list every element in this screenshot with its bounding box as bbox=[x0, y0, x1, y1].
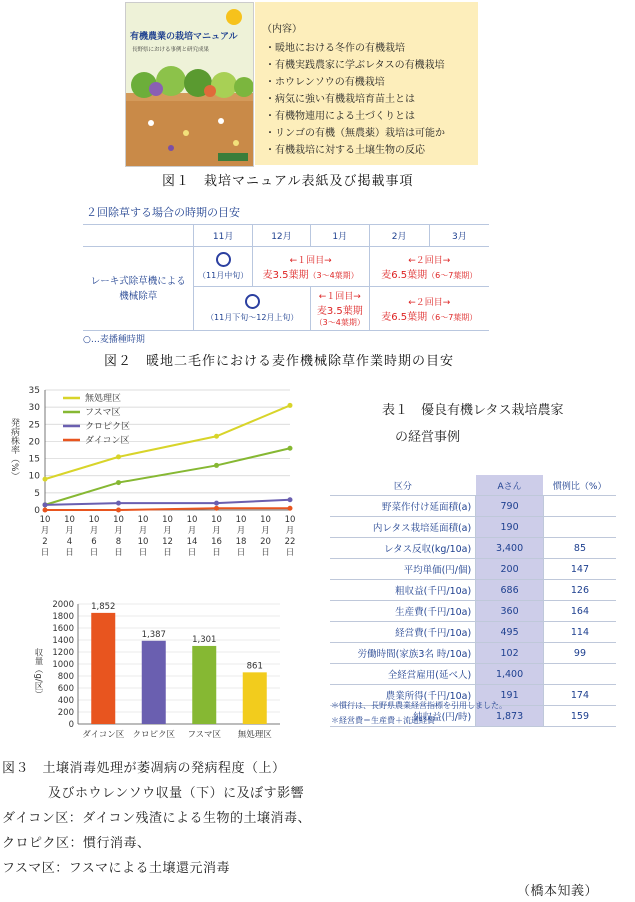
author: （橋本知義） bbox=[517, 884, 599, 899]
yield-bar-chart bbox=[0, 594, 300, 744]
sowing-legend: ○…麦播種時期 bbox=[83, 335, 145, 345]
x-tick-label: 10 月 20 日 bbox=[260, 515, 271, 558]
data-point bbox=[116, 454, 121, 459]
schedule-title: ２回除草する場合の時期の目安 bbox=[86, 206, 240, 219]
table-row bbox=[330, 622, 616, 643]
ratio-value: 147 bbox=[543, 559, 616, 580]
disease-rate-line-chart bbox=[0, 378, 330, 573]
contents-item: ・ホウレンソウの有機栽培 bbox=[265, 77, 385, 88]
data-point bbox=[214, 501, 219, 506]
table-row bbox=[330, 664, 616, 685]
x-tick-label: 10 月 12 日 bbox=[162, 515, 173, 558]
series-line bbox=[45, 448, 290, 505]
table-1-title-2: の経営事例 bbox=[395, 430, 461, 445]
x-tick-label: 10 月 18 日 bbox=[235, 515, 247, 558]
table-row bbox=[330, 580, 616, 601]
row-label: 生産費(千円/10a) bbox=[330, 601, 476, 622]
cover-subtitle: 長野県における事例と研究成果 bbox=[132, 47, 210, 53]
data-point bbox=[43, 502, 48, 507]
x-tick-label: 10 月 16 日 bbox=[211, 515, 222, 558]
data-point bbox=[116, 480, 121, 485]
x-tick-label: 10 月 2 日 bbox=[39, 515, 51, 558]
y-tick-label: 0 bbox=[68, 720, 74, 730]
bar-value-label: 1,301 bbox=[192, 634, 217, 645]
weeding-schedule-figure bbox=[83, 204, 489, 354]
legend-label: ダイコン区 bbox=[85, 436, 130, 446]
y-tick-label: 1800 bbox=[52, 612, 74, 622]
data-point bbox=[214, 434, 219, 439]
row-label: 粗収益(千円/10a) bbox=[330, 580, 476, 601]
y-tick-label: 1000 bbox=[52, 660, 74, 670]
series-line bbox=[45, 405, 290, 479]
a-value: 102 bbox=[476, 643, 544, 664]
ratio-value bbox=[543, 496, 616, 517]
sowing-circle-icon bbox=[216, 252, 231, 267]
row-label: レタス反収(kg/10a) bbox=[330, 538, 476, 559]
a-value: 1,873 bbox=[476, 706, 544, 727]
x-tick-label: 無処理区 bbox=[237, 730, 272, 740]
table-row bbox=[330, 517, 616, 538]
y-tick-label: 800 bbox=[57, 672, 74, 682]
month-header: 12月 bbox=[252, 225, 310, 247]
a-value: 360 bbox=[476, 601, 544, 622]
x-tick-label: 10 月 6 日 bbox=[88, 515, 100, 558]
table-row bbox=[330, 601, 616, 622]
ratio-value: 126 bbox=[543, 580, 616, 601]
col-header-a: Aさん bbox=[476, 475, 544, 496]
y-tick-label: 0 bbox=[34, 506, 40, 516]
second-weeding-cell-1: ←２回目→ 麦6.5葉期（6〜7葉期） bbox=[369, 247, 489, 287]
a-value: 200 bbox=[476, 559, 544, 580]
row-label: 全経営雇用(延べ人) bbox=[330, 664, 476, 685]
data-point bbox=[116, 508, 121, 513]
data-point bbox=[214, 463, 219, 468]
figure-1-caption: 図１ 栽培マニュアル表紙及び掲載事項 bbox=[162, 174, 414, 189]
y-tick-label: 30 bbox=[28, 403, 40, 414]
ratio-value: 114 bbox=[543, 622, 616, 643]
month-header: 11月 bbox=[194, 225, 252, 247]
a-value: 790 bbox=[476, 496, 544, 517]
bar bbox=[91, 613, 115, 724]
x-tick-label: 10 月 14 日 bbox=[186, 515, 198, 558]
col-header-ratio: 慣例比（%） bbox=[543, 475, 616, 496]
cover-illustration bbox=[126, 3, 253, 166]
row-label: 労働時間(家族3名 時/10a) bbox=[330, 643, 476, 664]
legend-label: フスマ区 bbox=[85, 408, 121, 418]
first-weeding-cell-1: ←１回目→ 麦3.5葉期（3〜4葉期） bbox=[252, 247, 369, 287]
data-point bbox=[288, 403, 293, 408]
sowing-cell-2: （11月下旬〜12月上旬） bbox=[194, 287, 311, 331]
sowing-circle-icon bbox=[245, 294, 260, 309]
series-line bbox=[45, 500, 290, 505]
x-tick-label: 10 月 22 日 bbox=[284, 515, 296, 558]
row-label: 経営費(千円/10a) bbox=[330, 622, 476, 643]
legend-label: 無処理区 bbox=[85, 394, 122, 404]
ratio-value: 85 bbox=[543, 538, 616, 559]
table-note: ＊経営費＝生産費＋流通経費 bbox=[331, 716, 435, 725]
y-tick-label: 200 bbox=[57, 708, 74, 718]
y-tick-label: 1200 bbox=[52, 648, 74, 658]
first-weeding-cell-2: ←１回目→ 麦3.5葉期 （3〜4葉期） bbox=[311, 287, 369, 331]
table-row bbox=[330, 538, 616, 559]
y-tick-label: 15 bbox=[28, 454, 40, 465]
row-label: 内レタス栽培延面積(a) bbox=[330, 517, 476, 538]
bar-value-label: 1,387 bbox=[141, 629, 166, 640]
table-row bbox=[330, 496, 616, 517]
sowing-cell-1: （11月中旬） bbox=[194, 247, 252, 287]
data-point bbox=[214, 506, 219, 511]
contents-item: ・有機物連用による土づくりとは bbox=[265, 111, 415, 122]
row-label: 農業所得(千円/10a) bbox=[330, 685, 476, 706]
figure-3-caption-2: 及びホウレンソウ収量（下）に及ぼす影響 bbox=[48, 786, 305, 801]
data-point bbox=[288, 497, 293, 502]
table-row bbox=[330, 559, 616, 580]
a-value: 190 bbox=[476, 517, 544, 538]
data-point bbox=[43, 508, 48, 513]
ratio-value: 174 bbox=[543, 685, 616, 706]
x-tick-label: フスマ区 bbox=[187, 730, 221, 740]
a-value: 1,400 bbox=[476, 664, 544, 685]
x-tick-label: クロピク区 bbox=[132, 730, 176, 740]
row-label: 平均単価(円/個) bbox=[330, 559, 476, 580]
y-tick-label: 35 bbox=[28, 386, 40, 396]
y-axis-label: 収量（g/区） bbox=[33, 648, 43, 699]
month-header: 3月 bbox=[429, 225, 489, 247]
bar bbox=[142, 641, 166, 724]
x-tick-label: ダイコン区 bbox=[82, 730, 125, 740]
y-tick-label: 25 bbox=[28, 420, 40, 431]
ratio-value: 164 bbox=[543, 601, 616, 622]
cover-title: 有機農業の栽培マニュアル bbox=[130, 32, 238, 42]
y-tick-label: 1400 bbox=[52, 636, 74, 646]
data-point bbox=[43, 477, 48, 482]
y-tick-label: 10 bbox=[28, 471, 40, 482]
table-note: ＊慣行は、長野県農業経営指標を引用しました。 bbox=[331, 701, 507, 710]
a-value: 495 bbox=[476, 622, 544, 643]
method-label: レーキ式除草機による 機械除草 bbox=[83, 247, 194, 331]
contents-item: ・リンゴの有機（無農薬）栽培は可能か bbox=[265, 128, 445, 139]
col-header-category: 区分 bbox=[330, 475, 476, 496]
data-point bbox=[288, 506, 293, 511]
contents-item: ・暖地における冬作の有機栽培 bbox=[265, 43, 405, 54]
bar-value-label: 861 bbox=[246, 661, 263, 672]
y-axis-label: 発病株率（%） bbox=[9, 418, 19, 481]
contents-item: ・病気に強い有機栽培育苗土とは bbox=[265, 94, 415, 105]
contents-item: ・有機実践農家に学ぶレタスの有機栽培 bbox=[265, 60, 445, 71]
y-tick-label: 1600 bbox=[52, 624, 74, 634]
farm-management-table bbox=[330, 475, 616, 727]
ratio-value: 99 bbox=[543, 643, 616, 664]
bar bbox=[192, 646, 216, 724]
schedule-table bbox=[83, 224, 489, 331]
legend-label: クロピク区 bbox=[85, 422, 131, 432]
definition-daikon: ダイコン区：ダイコン残渣による生物的土壌消毒、 bbox=[2, 811, 311, 826]
table-row bbox=[330, 643, 616, 664]
ratio-value: 159 bbox=[543, 706, 616, 727]
month-header: 1月 bbox=[311, 225, 369, 247]
contents-box bbox=[255, 2, 478, 165]
definition-chloropicrin: クロピク区：慣行消毒、 bbox=[2, 836, 151, 851]
figure-2-caption: 図２ 暖地二毛作における麦作機械除草作業時期の目安 bbox=[104, 354, 455, 369]
data-point bbox=[116, 501, 121, 506]
month-header: 2月 bbox=[369, 225, 429, 247]
second-weeding-cell-2: ←２回目→ 麦6.5葉期（6〜7葉期） bbox=[369, 287, 489, 331]
a-value: 191 bbox=[476, 685, 544, 706]
table-1-title: 表１ 優良有機レタス栽培農家 bbox=[382, 403, 564, 418]
x-tick-label: 10 月 8 日 bbox=[113, 515, 124, 558]
a-value: 686 bbox=[476, 580, 544, 601]
definition-bran: フスマ区：フスマによる土壌還元消毒 bbox=[2, 861, 230, 876]
data-point bbox=[288, 446, 293, 451]
y-tick-label: 2000 bbox=[52, 600, 74, 610]
y-tick-label: 400 bbox=[57, 696, 74, 706]
a-value: 3,400 bbox=[476, 538, 544, 559]
y-tick-label: 20 bbox=[28, 437, 40, 448]
ratio-value bbox=[543, 517, 616, 538]
x-tick-label: 10 月 10 日 bbox=[137, 515, 149, 558]
ratio-value bbox=[543, 664, 616, 685]
manual-cover-image bbox=[125, 2, 254, 167]
row-label: 野菜作付け延面積(a) bbox=[330, 496, 476, 517]
contents-heading: （内容） bbox=[262, 24, 302, 35]
row-label: 純収益(円/時) bbox=[330, 706, 476, 727]
x-tick-label: 10 月 4 日 bbox=[64, 515, 75, 558]
bar-value-label: 1,852 bbox=[91, 601, 116, 612]
bar bbox=[243, 672, 267, 724]
y-tick-label: 600 bbox=[57, 684, 74, 694]
y-tick-label: 5 bbox=[34, 488, 40, 499]
contents-item: ・有機栽培に対する土壌生物の反応 bbox=[265, 145, 425, 156]
figure-3-caption: 図３ 土壌消毒処理が萎凋病の発病程度（上） bbox=[2, 761, 286, 776]
